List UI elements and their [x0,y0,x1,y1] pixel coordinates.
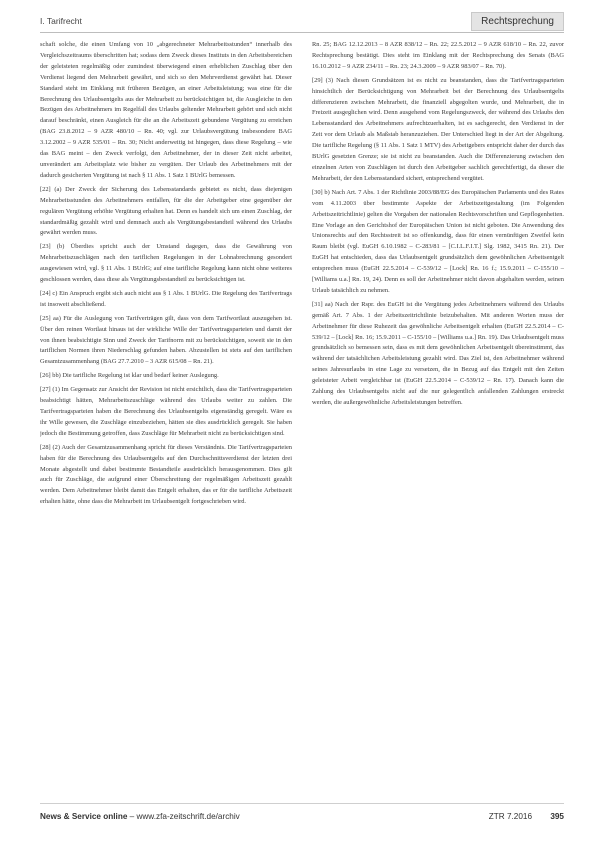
issue-label: ZTR 7.2016 [488,812,532,821]
left-column [40,40,292,798]
page-footer [40,810,564,826]
header-rule [40,32,564,33]
paragraph: Rn. 25; BAG 12.12.2013 – 8 AZR 838/12 – Rn. 22; 22.5.2012 – 9 AZR 618/10 – Rn. 22, zuvor Rechtsprechung bestätigt. Dies steht im Einklang mit der Rechtsprechung des Senats (BAG 16.10.2012 – 9 AZR 234/11 – Rn. 23; 24.3.2009 – 9 AZR 983/07 – Rn. 70). [312,41,564,70]
paragraph: [31] aa) Nach der Rspr. des EuGH ist die Vergütung jedes Arbeitnehmers während des Urlaubs gemäß Art. 7 Abs. 1 der Arbeitszeitrichtlinie beizubehalten. Mit anderen Worten muss der Arbeitnehmer für diese Ruhezeit das gewöhnliche Arbeitsentgelt erhalten (EuGH 22.5.2014 – C-539/12 – [Lock] Rn. 16; 15.9.2011 – C-155/10 – [Williams u.a.] Rn. 19). Das Urlaubsentgelt muss grundsätzlich so bemessen sein, dass es mit dem gewöhnlichen Arbeitsentgelt übereinstimmt, das während der tatsächlichen Arbeitsleistung gezahlt wird. Das Ziel ist, den Arbeitnehmer während seines Jahresurlaubs in eine Lage zu versetzen, die in Bezug auf das Entgelt mit den Zeiten geleisteter Arbeit vergleichbar ist (EuGH 22.5.2014 – C-539/12 – Rn. 17). Danach kann die Zahlung des Urlaubsentgelts nicht auf die nur gelegentlich anfallenden Zahlungen erstreckt werden, die außergewöhnliche Arbeitsleistungen betreffen. [312,300,564,406]
paragraph: [29] (3) Nach diesen Grundsätzen ist es nicht zu beanstanden, dass die Tarifvertragsparteien hinsichtlich der Berücksichtigung von Mehrarbeit bei der Berechnung des Urlaubsentgelts differenzieren zwischen Mehrarbeit, die finanziell abgegolten wurde, und Mehrarbeit, die in Freizeit ausgeglichen wird. Denn ausgehend vom Regelungszweck, der während des Urlaubs den Lebensstandard des Arbeitnehmers aufrechtzuerhalten, ist es sachgerecht, den Verdienst in der Zeit vor dem Urlaub als Maßstab heranzuziehen. Der Unterschied liegt in der Art der Abgeltung. Die tarifliche Regelung (§ 11 Abs. 1 Satz 1 MTV) des Arbeitgebers entspricht daher der durch das BUrlG gesetzten Grenze; sie ist nicht zu beanstanden. Auch die Differenzierung zwischen den einzelnen Arten von Zuschlägen ist durch den Arbeitgeber sachlich gerechtfertigt, da dieser die Mehrarbeit, der den Lebensstandard sichert, entsprechend vergütet. [312,76,564,182]
rubric-tab: Rechtsprechung [471,12,564,31]
paragraph: schaft solche, die einen Umfang von 10 „abgerechneter Mehrarbeitsstunden“ innerhalb des Vergleichszeitraums überschritten hat; sodass dem Zweck dieses Instituts in den Arbeitsbereichen der geleisteten regelmäßig oder zumindest überwiegend einen erheblichen Zuschlag über den Verdienst liegend den Mehrarbeit gewährt, und sich so den Mehrverdienst gewährt hat. Dieser Standard steht im Einklang mit früheren Bezügen, an einer Arbeitsleistung; was eine für die Berechnung des Urlaubsentgelts aus der Mehrarbeit zu berücksichtigen ist, die Ausgleiche in den Bezügen des Arbeitnehmers im Regelfall des Urlaubs geltender Mehrarbeit gehört und sich nicht darauf beschränkt, einen Ausgleich für die an die Arbeitszeit gebundene Vergütung zu erreichen (BAG 23.8.2012 – 9 AZR 480/10 – Rn. 40; vgl. zur Urlaubsvergütung insbesondere BAG 3.12.2002 – 9 AZR 535/01 – Rn. 30; Nicht anderweitig ist hingegen, dass diese Regelung – wie das BAG meint – den Zweck verfolgt, den Arbeitnehmer, der in dieser Zeit nicht arbeitet, unverändert am Arbeitsplatz wie bisher zu vergüten. Der Urlaub des Arbeitnehmers mit der dadurch gesicherten Vergütung ist nach § 11 Abs. 1 Satz 1 BUrlG bemessen. [40,41,292,179]
paragraph: [25] aa) Für die Auslegung von Tarifverträgen gilt, dass von dem Tarifwortlaut auszugehen ist. Über den reinen Wortlaut hinaus ist der wirkliche Wille der Tarifvertragsparteien und damit der von ihnen beabsichtigte Sinn und Zweck der Tarifnorm mit zu berücksichtigen, soweit sie in den tariflichen Normen ihren Niederschlag gefunden haben. Abzustellen ist stets auf den tariflichen Gesamtzusammenhang (BAG 27.7.2010 – 3 AZR 615/08 – Rn. 21). [40,314,292,366]
paragraph: [30] b) Nach Art. 7 Abs. 1 der Richtlinie 2003/88/EG des Europäischen Parlaments und des Rates vom 4.11.2003 über bestimmte Aspekte der Arbeitszeitgestaltung (im Folgenden Arbeitszeitrichtlinie) gelten die Vorgaben der nationalen Rechtsvorschriften und Gepflogenheiten. Eine Vorlage an den Gerichtshof der Europäischen Union ist nicht geboten. Die Anwendung des Unionsrechts auf den Rechtsstreit ist so offenkundig, dass für einen vernünftigen Zweifel kein Raum bleibt (vgl. EuGH 6.10.1982 – C-283/81 – [C.I.L.F.I.T.] Slg. 1982, 3415 Rn. 21). Der EuGH hat entschieden, dass das Urlaubsentgelt grundsätzlich dem gewöhnlichen Arbeitsentgelt entsprechen muss (EuGH 22.5.2014 – C-539/12 – [Lock] Rn. 16 f.; 15.9.2011 – C-155/10 – [Williams u.a.] Rn. 19, 24). Denn es soll der Arbeitnehmer nicht davon abgehalten werden, seinen Urlaub tatsächlich zu nehmen. [312,188,564,294]
right-column [312,40,564,798]
paragraph: [22] (a) Der Zweck der Sicherung des Lebensstandards gebietet es nicht, dass diejenigen Mehrarbeitsstunden des Arbeitnehmers entfallen, für die der Arbeitgeber eine gegenüber der regulären Vergütung erhöhte Vergütung erhalten hat. Denn es handelt sich um einen Zuschlag, der standardmäßig gezahlt wird und demnach auch als Vergütungsbestandteil während des Urlaubs gewährt werden muss. [40,185,292,237]
paragraph: [27] (1) Im Gegensatz zur Ansicht der Revision ist nicht ersichtlich, dass die Tarifvertragsparteien beabsichtigt hätten, Mehrarbeitszuschläge während des Urlaubs weiter zu zahlen. Die Tarifvertragsparteien haben die Berechnung des Urlaubsentgelts eigenständig geregelt. Wäre es ihr Wille gewesen, die Zuschläge einzubeziehen, hätten sie dies ausdrücklich geregelt. Sie haben jedoch die Bestimmung getroffen, dass Zuschläge für Mehrarbeit nicht zu berücksichtigen sind. [40,386,292,437]
paragraph: [28] (2) Auch der Gesamtzusammenhang spricht für dieses Verständnis. Die Tarifvertragsparteien haben für die Berechnung des Urlaubsentgelts auf den Durchschnittsverdienst der letzten drei Monate abgestellt und dabei bestimmte Bestandteile ausdrücklich herausgenommen. Dies gilt auch für Zuschläge, die aufgrund einer Überschreitung der regelmäßigen Arbeitszeit gezahlt werden. Dem Arbeitnehmer bleibt damit das Entgelt erhalten, das er für die tarifliche Arbeitszeit erhalten hätte, ohne dass die Mehrarbeit im Urlaubsentgelt fortgeschrieben wird. [40,443,292,506]
footer-label: News & Service online [40,812,128,821]
page-number: 395 [550,812,564,821]
footer-url[interactable]: – www.zfa-zeitschrift.de/archiv [127,812,240,821]
footer-note [40,812,240,821]
paragraph: [24] c) Ein Anspruch ergibt sich auch nicht aus § 1 Abs. 1 BUrlG. Die Regelung des Tarifvertrags ist insoweit abschließend. [40,289,292,308]
footer-rule [40,803,564,804]
paragraph: [26] bb) Die tarifliche Regelung ist klar und bedarf keiner Auslegung. [40,372,219,380]
section-label: I. Tarifrecht [40,16,82,26]
page-header [40,10,564,32]
paragraph: [23] (b) Überdies spricht auch der Umstand dagegen, dass die Gewährung von Mehrarbeitszuschlägen nach den tariflichen Regelungen in der Lohnabrechnung gesondert ausgewiesen wird, vgl. § 11 Abs. 1 BUrlG; auf eine tarifliche Regelung kann nicht ohne weiteres geschlossen werden, dass diese als Vergütungsbestandteil zu berücksichtigen ist. [40,243,292,284]
